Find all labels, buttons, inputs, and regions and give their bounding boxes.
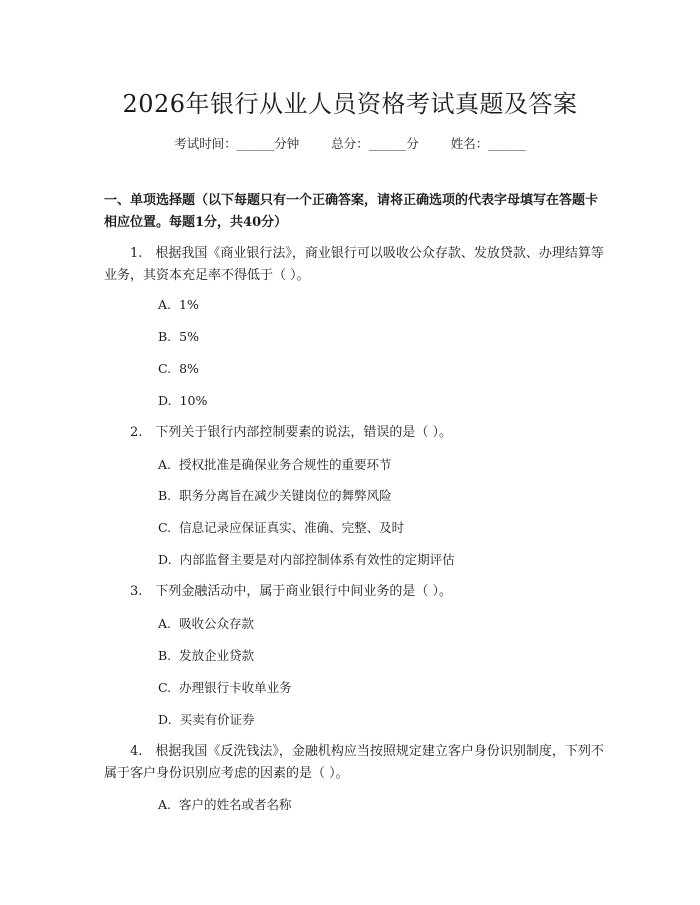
option-letter: D.: [158, 393, 172, 408]
question-4: [104, 741, 604, 785]
question-number: 3.: [130, 584, 143, 599]
question-text: 下列关于银行内部控制要素的说法，错误的是（ ）。: [155, 425, 453, 440]
question-1: [104, 243, 604, 287]
option-2b: [158, 486, 598, 506]
option-letter: B.: [158, 648, 172, 663]
option-text: 授权批准是确保业务合规性的重要环节: [179, 457, 392, 472]
option-text: 10%: [179, 393, 208, 408]
option-text: 客户的姓名或者名称: [179, 797, 292, 812]
exam-time-field: 考试时间：______分钟: [174, 136, 300, 151]
question-text: 根据我国《商业银行法》，商业银行可以吸收公众存款、发放贷款、办理结算等业务，其资本充足率不得低于（ ）。: [104, 246, 604, 283]
option-letter: B.: [158, 488, 172, 503]
option-text: 内部监督主要是对内部控制体系有效性的定期评估: [179, 552, 455, 567]
total-score-field: 总分：______分: [331, 136, 419, 151]
option-3a: [158, 614, 598, 634]
option-3b: [158, 646, 598, 666]
option-letter: C.: [158, 361, 172, 376]
option-2d: [158, 550, 598, 570]
name-field: 姓名：______: [450, 136, 526, 151]
option-4a: [158, 795, 598, 815]
option-letter: A.: [158, 797, 172, 812]
question-text: 下列金融活动中，属于商业银行中间业务的是（ ）。: [155, 584, 453, 599]
page-title: 2026年银行从业人员资格考试真题及答案: [122, 90, 578, 118]
question-text: 根据我国《反洗钱法》，金融机构应当按照规定建立客户身份识别制度，下列不属于客户身份识别应考虑的因素的是（ ）。: [104, 744, 604, 781]
option-text: 发放企业贷款: [179, 648, 255, 663]
option-3d: [158, 710, 598, 730]
option-text: 信息记录应保证真实、准确、完整、及时: [179, 520, 405, 535]
option-text: 办理银行卡收单业务: [179, 680, 292, 695]
option-2c: [158, 518, 598, 538]
option-text: 8%: [179, 361, 199, 376]
option-text: 职务分离旨在减少关键岗位的舞弊风险: [179, 488, 392, 503]
option-3c: [158, 678, 598, 698]
option-letter: D.: [158, 712, 172, 727]
question-number: 1.: [130, 246, 143, 261]
option-letter: C.: [158, 680, 172, 695]
option-letter: D.: [158, 552, 172, 567]
question-number: 2.: [130, 425, 143, 440]
option-1c: [158, 359, 598, 379]
question-2: [104, 422, 604, 444]
section-heading: 一、单项选择题（以下每题只有一个正确答案，请将正确选项的代表字母填写在答题卡相应位置。每题1分，共40分）: [104, 193, 599, 230]
question-3: [104, 581, 604, 603]
option-text: 吸收公众存款: [179, 616, 255, 631]
question-number: 4.: [130, 744, 143, 759]
option-1d: [158, 391, 598, 411]
option-letter: C.: [158, 520, 172, 535]
option-1b: [158, 327, 598, 347]
exam-info: [0, 134, 700, 152]
option-2a: [158, 455, 598, 475]
option-letter: B.: [158, 329, 172, 344]
option-text: 买卖有价证券: [179, 712, 255, 727]
option-letter: A.: [158, 616, 172, 631]
option-text: 1%: [179, 297, 199, 312]
option-letter: A.: [158, 457, 172, 472]
option-letter: A.: [158, 297, 172, 312]
option-1a: [158, 295, 598, 315]
option-text: 5%: [179, 329, 200, 344]
